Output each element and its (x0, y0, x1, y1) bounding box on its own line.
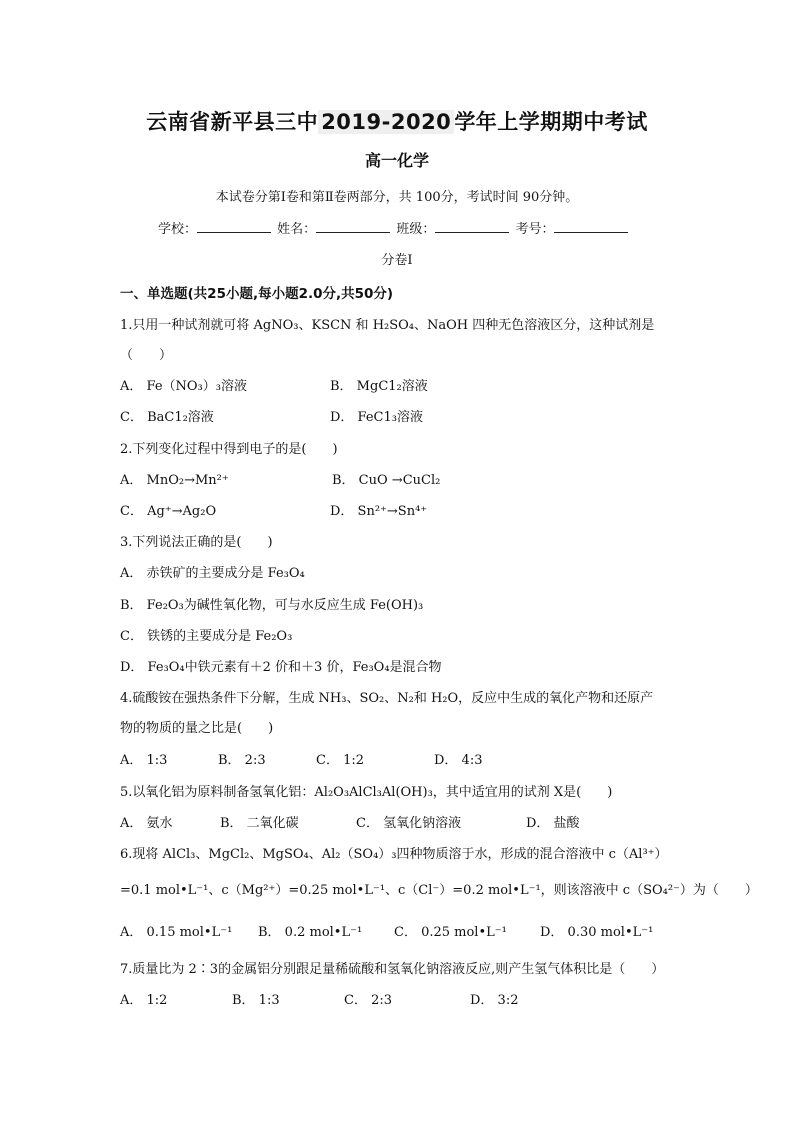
question-5-row-1 (120, 812, 580, 831)
title-suffix: 学年上学期期中考试 (454, 110, 648, 134)
field-name-label: 姓名： (277, 222, 317, 237)
question-5-option-d[interactable]: D． 盐酸 (526, 816, 580, 831)
volume-heading: 分卷I (381, 253, 413, 268)
question-4-option-c[interactable]: C． 1:2 (316, 753, 365, 768)
field-class-label: 班级： (396, 222, 436, 237)
question-5-stem: 5.以氧化铝为原料制备氢氧化铝：Al₂O₃AlCl₃Al(OH)₃，其中适宜用的试剂 X是( ) (120, 785, 613, 800)
title-year: 2019-2020 (318, 110, 454, 134)
question-7-option-a[interactable]: A． 1:2 (120, 993, 168, 1008)
question-4-stem-cont: 物的物质的量之比是( ) (120, 721, 274, 736)
title-prefix: 云南省新平县三中 (146, 110, 319, 134)
field-school-label: 学校： (158, 222, 198, 237)
question-3-stem: 3.下列说法正确的是( ) (120, 535, 273, 550)
section-heading: 一、单选题(共25小题,每小题2.0分,共50分) (120, 286, 394, 302)
question-4-row-1 (120, 749, 482, 768)
question-1-row-2 (120, 406, 423, 425)
question-6-option-d[interactable]: D． 0.30 mol•L⁻¹ (540, 925, 654, 940)
question-1-stem: 1.只用一种试剂就可将 AgNO₃、KSCN 和 H₂SO₄、NaOH 四种无色溶液区分，这种试剂是 (120, 318, 655, 333)
question-2-option-a[interactable]: A． MnO₂→Mn²⁺ (120, 473, 229, 488)
question-1-option-b[interactable]: B． MgC1₂溶液 (330, 379, 428, 394)
question-6-stem: 6.现将 AlCl₃、MgCl₂、MgSO₄、Al₂（SO₄）₃四种物质溶于水，形成的混合溶液中 c（Al³⁺） (120, 847, 668, 862)
field-number-label: 考号： (515, 222, 555, 237)
question-3-option-a[interactable]: A． 赤铁矿的主要成分是 Fe₃O₄ (120, 566, 305, 581)
question-5-option-a[interactable]: A． 氨水 (120, 816, 173, 831)
question-3-option-d[interactable]: D． Fe₃O₄中铁元素有＋2 价和＋3 价，Fe₃O₄是混合物 (120, 660, 442, 675)
question-1-option-a[interactable]: A． Fe（NO₃）₃溶液 (120, 379, 247, 394)
question-2-option-b[interactable]: B． CuO →CuCl₂ (332, 473, 441, 488)
question-3-option-c[interactable]: C． 铁锈的主要成分是 Fe₂O₃ (120, 629, 293, 644)
question-2-option-c[interactable]: C． Ag⁺→Ag₂O (120, 504, 217, 519)
question-1-row-1 (120, 375, 428, 394)
question-3-option-b[interactable]: B． Fe₂O₃为碱性氧化物，可与水反应生成 Fe(OH)₃ (120, 598, 424, 613)
field-name-blank[interactable] (316, 222, 390, 233)
question-7-option-c[interactable]: C． 2:3 (344, 993, 393, 1008)
question-4-stem: 4.硫酸铵在强热条件下分解，生成 NH₃、SO₂、N₂和 H₂O，反应中生成的氧化产物和还原产 (120, 691, 654, 706)
question-6-option-a[interactable]: A． 0.15 mol•L⁻¹ (120, 925, 233, 940)
question-5-option-b[interactable]: B． 二氧化碳 (220, 816, 299, 831)
question-6-option-b[interactable]: B． 0.2 mol•L⁻¹ (258, 925, 363, 940)
question-7-stem: 7.质量比为 2∶3的金属铝分别跟足量稀硫酸和氢氧化钠溶液反应,则产生氢气体积比是（ ） (120, 962, 665, 977)
question-7-option-d[interactable]: D． 3:2 (470, 993, 519, 1008)
field-class-blank[interactable] (435, 222, 509, 233)
question-1-stem-cont: （ ） (120, 348, 173, 363)
student-info-fields (158, 218, 630, 237)
question-7-option-b[interactable]: B． 1:3 (232, 993, 280, 1008)
question-6-option-c[interactable]: C． 0.25 mol•L⁻¹ (394, 925, 507, 940)
subject-title: 高一化学 (364, 151, 429, 170)
question-2-stem: 2.下列变化过程中得到电子的是( ) (120, 442, 338, 457)
exam-intro: 本试卷分第Ⅰ卷和第Ⅱ卷两部分，共 100分，考试时间 90分钟。 (215, 190, 579, 205)
field-number-blank[interactable] (554, 222, 628, 233)
field-school-blank[interactable] (197, 222, 271, 233)
question-6-row-1 (120, 921, 653, 940)
question-2-row-2 (120, 500, 427, 519)
question-5-option-c[interactable]: C． 氢氧化钠溶液 (356, 816, 462, 831)
question-4-option-a[interactable]: A． 1:3 (120, 753, 168, 768)
question-6-stem-cont: =0.1 mol•L⁻¹、c（Mg²⁺）=0.25 mol•L⁻¹、c（Cl⁻）=0.2 mol•L⁻¹，则该溶液中 c（SO₄²⁻）为（ ） (120, 883, 758, 898)
question-1-option-d[interactable]: D． FeC1₃溶液 (330, 410, 423, 425)
question-4-option-d[interactable]: D． 4:3 (434, 753, 483, 768)
question-2-option-d[interactable]: D． Sn²⁺→Sn⁴⁺ (330, 504, 428, 519)
question-2-row-1 (120, 469, 440, 488)
page-title (0, 106, 794, 136)
question-1-option-c[interactable]: C． BaC1₂溶液 (120, 410, 214, 425)
question-4-option-b[interactable]: B． 2:3 (218, 753, 266, 768)
question-7-row-1 (120, 989, 518, 1008)
